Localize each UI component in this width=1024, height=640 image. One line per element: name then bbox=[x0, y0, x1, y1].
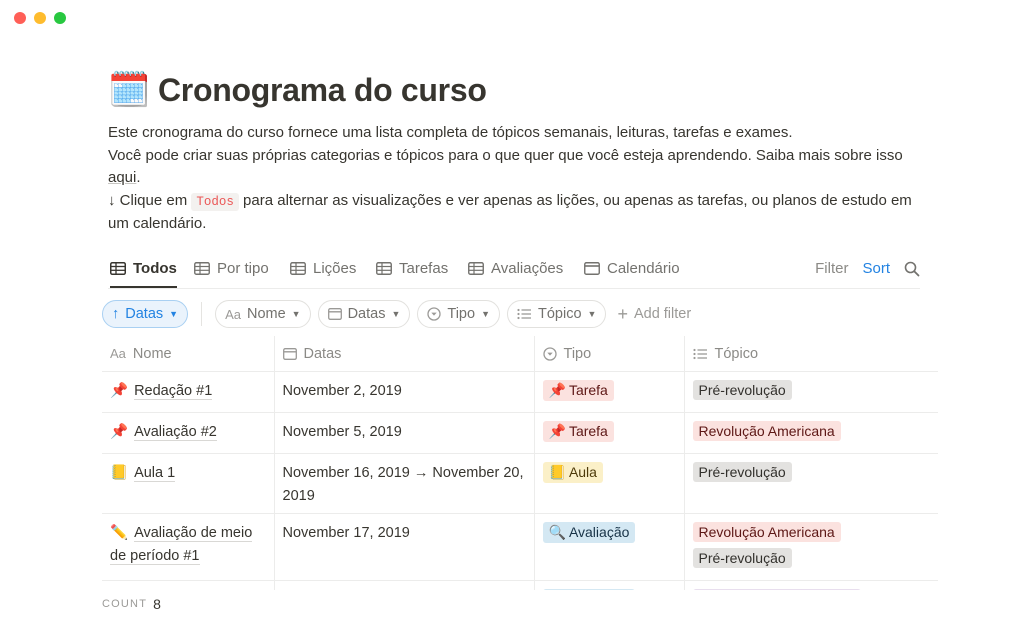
cell-tipo[interactable] bbox=[534, 372, 684, 413]
arrow-up-icon: ↑ bbox=[112, 306, 120, 322]
type-tag-label: Tarefa bbox=[568, 382, 608, 398]
tab-licoes[interactable] bbox=[290, 250, 356, 287]
topic-tag: Pré-revolução bbox=[693, 380, 792, 400]
select-icon bbox=[427, 307, 441, 321]
type-tag bbox=[543, 421, 614, 442]
cell-datas[interactable] bbox=[274, 454, 534, 514]
type-tag bbox=[543, 462, 603, 483]
description-line-2-text: Você pode criar suas próprias categorias e tópicos para o que quer que você esteja aprendendo. Saiba mais sobre isso bbox=[108, 146, 903, 164]
tab-calendario[interactable] bbox=[584, 250, 680, 287]
column-header-label: Tópico bbox=[714, 345, 759, 362]
type-tag-label: Tarefa bbox=[568, 423, 608, 439]
topic-tag-list bbox=[693, 421, 931, 447]
tab-label: Lições bbox=[313, 260, 357, 277]
table-icon bbox=[110, 262, 126, 275]
description-line-1: Este cronograma do curso fornece uma lista completa de tópicos semanais, leituras, tarefas e exames. bbox=[108, 124, 793, 141]
topic-tag-list bbox=[693, 589, 931, 590]
add-filter-button[interactable] bbox=[617, 305, 691, 323]
type-tag-label: Aula bbox=[568, 464, 597, 480]
filter-chip-label: Nome bbox=[246, 306, 286, 322]
topic-tag-list bbox=[693, 380, 931, 406]
topic-tag bbox=[693, 589, 861, 590]
type-tag-label: Avaliação bbox=[568, 524, 630, 540]
tab-label: Tarefas bbox=[399, 260, 449, 277]
column-header-label: Datas bbox=[303, 345, 342, 362]
filter-chip-label: Datas bbox=[347, 306, 386, 322]
row-date: November 5, 2019 bbox=[282, 424, 402, 440]
column-header-label: Nome bbox=[132, 345, 172, 362]
table-icon bbox=[290, 262, 306, 275]
database-table bbox=[102, 336, 938, 590]
column-header-label: Tipo bbox=[563, 345, 592, 362]
text-property-icon: Aa bbox=[110, 346, 126, 361]
description-line-3 bbox=[108, 190, 918, 236]
type-emoji-icon: 📌 bbox=[548, 424, 566, 440]
cell-tipo[interactable] bbox=[534, 413, 684, 454]
row-emoji-icon: 📌 bbox=[110, 383, 129, 399]
table-header-row bbox=[102, 336, 938, 372]
page-description bbox=[108, 122, 918, 236]
chevron-down-icon: ▼ bbox=[291, 309, 301, 319]
text-property-icon: Aa bbox=[225, 306, 241, 322]
type-emoji-icon: 🔍 bbox=[548, 525, 566, 541]
add-filter-label: Add filter bbox=[633, 306, 692, 322]
cell-nome[interactable] bbox=[102, 454, 274, 514]
page-content bbox=[108, 68, 938, 566]
column-header-nome[interactable] bbox=[102, 336, 274, 372]
tab-todos[interactable] bbox=[110, 250, 177, 288]
view-tabs bbox=[108, 250, 920, 289]
cell-nome[interactable] bbox=[102, 372, 274, 413]
filter-chip-topico[interactable] bbox=[507, 300, 606, 328]
table-icon bbox=[376, 262, 392, 275]
cell-nome[interactable] bbox=[102, 514, 274, 581]
description-line-2-end: . bbox=[136, 169, 141, 186]
tab-tarefas[interactable] bbox=[376, 250, 448, 287]
calendar-icon bbox=[283, 348, 297, 360]
table-body bbox=[102, 372, 938, 591]
table-icon bbox=[194, 262, 210, 275]
filter-divider bbox=[201, 302, 202, 326]
type-tag bbox=[543, 380, 614, 401]
cell-topico[interactable] bbox=[684, 514, 938, 581]
select-icon bbox=[543, 347, 557, 361]
description-line-2 bbox=[108, 145, 918, 190]
minimize-window-button[interactable] bbox=[34, 12, 46, 24]
inline-code-todos: Todos bbox=[191, 193, 239, 211]
search-icon[interactable] bbox=[904, 261, 920, 277]
row-date: November 16, 2019 → November 20, 2019 bbox=[282, 465, 524, 504]
row-count bbox=[102, 596, 161, 612]
sort-button[interactable]: Sort bbox=[862, 260, 890, 277]
cell-tipo[interactable] bbox=[534, 581, 684, 591]
table-row[interactable] bbox=[102, 372, 938, 413]
sort-chip-datas[interactable] bbox=[102, 300, 188, 328]
filter-bar bbox=[102, 300, 691, 328]
tab-avaliacoes[interactable] bbox=[468, 250, 563, 287]
topic-tag-list bbox=[693, 462, 931, 488]
column-header-tipo[interactable] bbox=[534, 336, 684, 372]
chevron-down-icon: ▼ bbox=[481, 309, 490, 319]
row-emoji-icon: 📒 bbox=[110, 465, 129, 481]
chevron-down-icon: ▼ bbox=[391, 309, 401, 319]
topic-tag-list bbox=[693, 522, 931, 574]
multi-select-icon bbox=[517, 308, 532, 320]
row-name[interactable]: Avaliação de meio de período #1 bbox=[110, 525, 253, 564]
cell-datas[interactable] bbox=[274, 372, 534, 413]
row-emoji-icon: ✏️ bbox=[110, 525, 129, 541]
cell-tipo[interactable] bbox=[534, 514, 684, 581]
close-window-button[interactable] bbox=[14, 12, 26, 24]
type-tag bbox=[543, 589, 636, 590]
row-emoji-icon: 📌 bbox=[110, 424, 129, 440]
cell-nome[interactable] bbox=[102, 581, 274, 591]
count-label: COUNT bbox=[102, 598, 148, 610]
sort-chip-label: Datas bbox=[125, 306, 164, 322]
topic-tag: Revolução Americana bbox=[693, 421, 841, 441]
type-emoji-icon: 📒 bbox=[548, 465, 566, 481]
tab-label: Calendário bbox=[607, 260, 680, 277]
row-name[interactable]: Aula 1 bbox=[134, 465, 176, 481]
topic-tag: Revolução Americana bbox=[693, 522, 841, 542]
chevron-down-icon: ▼ bbox=[169, 309, 179, 319]
type-emoji-icon: 📌 bbox=[548, 383, 566, 399]
chevron-down-icon: ▼ bbox=[587, 309, 597, 319]
window-controls bbox=[14, 12, 66, 24]
row-name[interactable]: Redação #1 bbox=[134, 383, 213, 399]
calendar-icon bbox=[584, 262, 600, 275]
topic-tag: Pré-revolução bbox=[693, 548, 792, 568]
table-row[interactable] bbox=[102, 454, 938, 514]
page-title[interactable]: Cronograma do curso bbox=[158, 71, 487, 108]
row-date: November 17, 2019 bbox=[282, 525, 410, 541]
row-name[interactable]: Avaliação #2 bbox=[134, 424, 217, 440]
cell-topico[interactable] bbox=[684, 372, 938, 413]
column-header-datas[interactable] bbox=[274, 336, 534, 372]
cell-datas[interactable] bbox=[274, 514, 534, 581]
calendar-icon bbox=[328, 308, 342, 320]
filter-chip-label: Tópico bbox=[537, 306, 582, 322]
cell-datas[interactable] bbox=[274, 413, 534, 454]
maximize-window-button[interactable] bbox=[54, 12, 66, 24]
view-tools bbox=[815, 250, 920, 287]
filter-chip-nome[interactable] bbox=[215, 300, 311, 328]
type-tag bbox=[543, 522, 636, 543]
cell-nome[interactable] bbox=[102, 413, 274, 454]
filter-button[interactable]: Filter bbox=[815, 260, 849, 277]
filter-chip-datas[interactable] bbox=[318, 300, 411, 328]
filter-chip-label: Tipo bbox=[447, 306, 476, 322]
cell-topico[interactable] bbox=[684, 413, 938, 454]
row-date: November 2, 2019 bbox=[282, 383, 402, 399]
description-line-3-start: ↓ Clique em bbox=[108, 191, 192, 209]
table-row[interactable] bbox=[102, 413, 938, 454]
description-line-3-end: para alternar as visualizações e ver apenas as lições, ou apenas as tarefas, ou planos de estudo em um calendário. bbox=[108, 191, 912, 232]
column-header-topico[interactable] bbox=[684, 336, 938, 372]
table-row[interactable] bbox=[102, 514, 938, 581]
table-row[interactable] bbox=[102, 581, 938, 591]
cell-datas[interactable] bbox=[274, 581, 534, 591]
tab-label: Por tipo bbox=[217, 260, 269, 277]
table-icon bbox=[468, 262, 484, 275]
cell-tipo[interactable] bbox=[534, 454, 684, 514]
cell-topico[interactable] bbox=[684, 581, 938, 591]
count-value: 8 bbox=[153, 596, 161, 612]
tab-label: Todos bbox=[133, 259, 177, 277]
calendar-emoji-icon[interactable]: 🗓️ bbox=[108, 71, 151, 109]
plus-icon: + bbox=[617, 304, 628, 324]
learn-more-link[interactable]: aqui bbox=[108, 169, 137, 186]
multi-select-icon bbox=[693, 348, 708, 360]
cell-topico[interactable] bbox=[684, 454, 938, 514]
tab-label: Avaliações bbox=[491, 260, 564, 277]
filter-chip-tipo[interactable] bbox=[417, 300, 500, 328]
topic-tag: Pré-revolução bbox=[693, 462, 792, 482]
tab-por-tipo[interactable] bbox=[194, 250, 269, 287]
page-header bbox=[108, 68, 938, 112]
